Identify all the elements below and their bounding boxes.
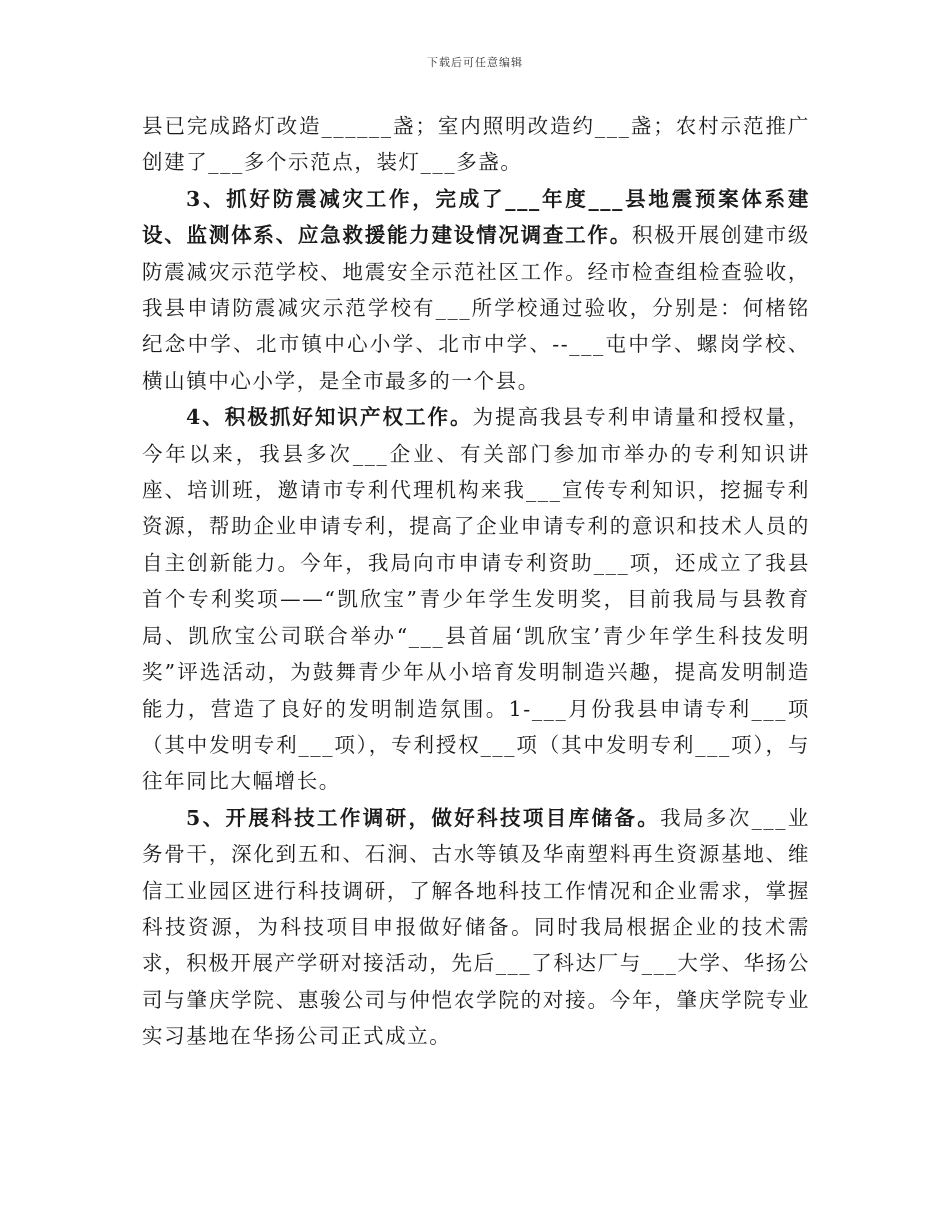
paragraph-tech-research <box>142 800 810 1055</box>
paragraph-earthquake-prevention <box>142 181 810 399</box>
paragraph-body: 我局多次___业务骨干，深化到五和、石涧、古水等镇及华南塑料再生资源基地、维信工业园区进行科技调研，了解各地科技工作情况和企业需求，掌握科技资源，为科技项目申报做好储备。同时我局根据企业的技术需求，积极开展产学研对接活动，先后___了科达厂与___大学、华扬公司与肇庆学院、惠骏公司与仲恺农学院的对接。今年，肇庆学院专业实习基地在华扬公司正式成立。 <box>142 805 810 1049</box>
document-body <box>142 108 810 1055</box>
paragraph-body: 积极开展创建市级防震减灾示范学校、地震安全示范社区工作。经市检查组检查验收，我县申请防震减灾示范学校有___所学校通过验收，分别是：何楮铭纪念中学、北市镇中心小学、北市中学、--___屯中学、螺岗学校、横山镇中心小学，是全市最多的一个县。 <box>142 223 810 393</box>
paragraph-body: 县已完成路灯改造______盏；室内照明改造约___盏；农村示范推广创建了___多个示范点，装灯___多盏。 <box>142 114 810 175</box>
paragraph-body: 为提高我县专利申请量和授权量，今年以来，我县多次___企业、有关部门参加市举办的专利知识讲座、培训班，邀请市专利代理机构来我___宣传专利知识，挖掘专利资源，帮助企业申请专利，提高了企业申请专利的意识和技术人员的自主创新能力。今年，我局向市申请专利资助___项，还成立了我县首个专利奖项——“凯欣宝”青少年学生发明奖，目前我局与县教育局、凯欣宝公司联合举办“___县首届‘凯欣宝’青少年学生科技发明奖”评选活动，为鼓舞青少年从小培育发明制造兴趣，提高发明制造能力，营造了良好的发明制造氛围。1-___月份我县申请专利___项（其中发明专利___项），专利授权___项（其中发明专利___项），与往年同比大幅增长。 <box>142 405 810 794</box>
section-heading-3: 3、抓好防震减灾工作，完成了___年度___县地震预案体系建设、监测体系、应急救援能力建设情况调查工作。 <box>142 186 810 248</box>
section-heading-4: 4、积极抓好知识产权工作。 <box>186 405 473 430</box>
paragraph-street-lighting <box>142 108 810 181</box>
page-header: 下载后可任意编辑 <box>427 56 523 69</box>
paragraph-intellectual-property <box>142 399 810 799</box>
section-heading-5: 5、开展科技工作调研，做好科技项目库储备。 <box>186 805 661 830</box>
